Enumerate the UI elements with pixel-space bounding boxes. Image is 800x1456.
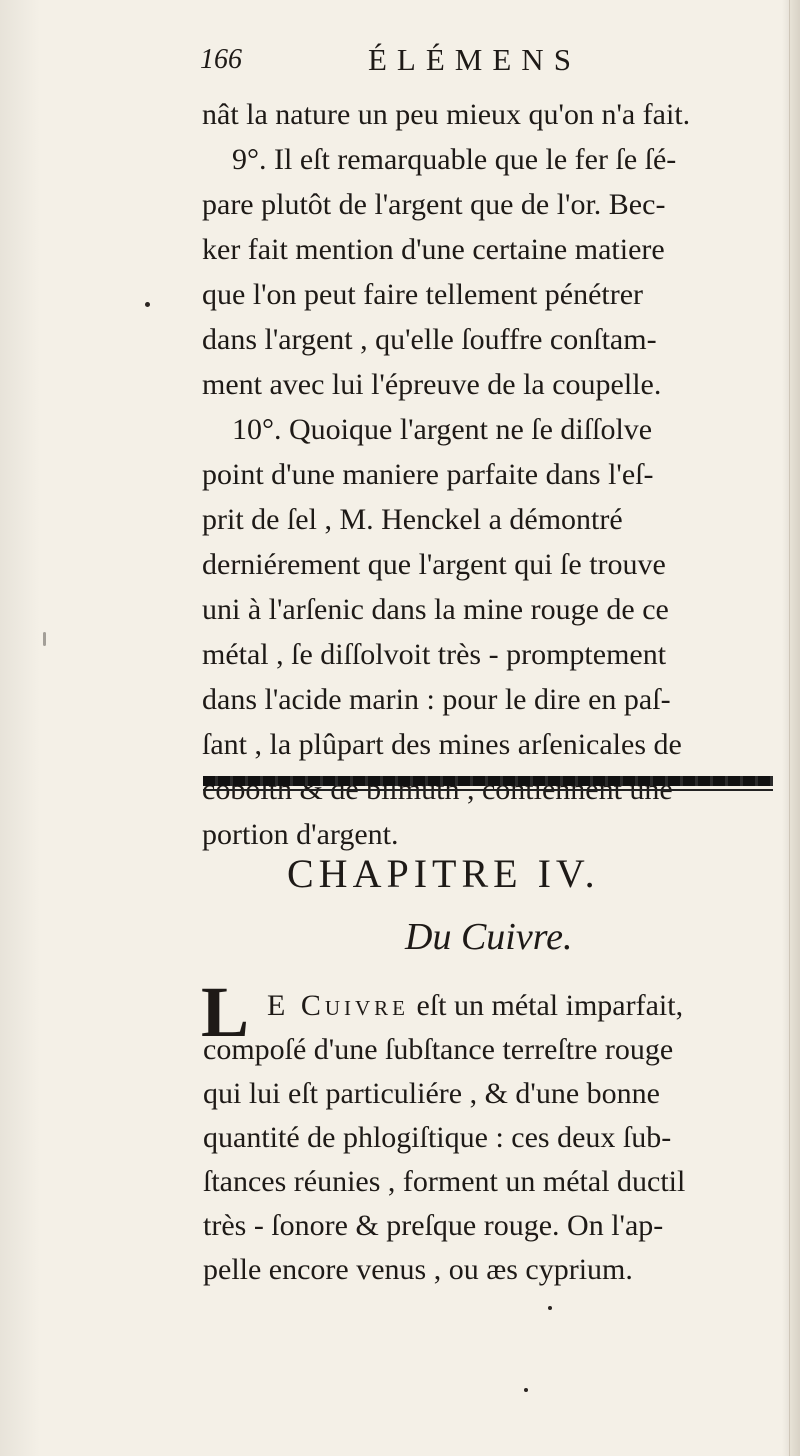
ink-speck xyxy=(548,1306,552,1310)
page-number: 166 xyxy=(200,44,242,75)
page-header xyxy=(200,42,660,86)
text-line: ment avec lui l'épreuve de la coupelle. xyxy=(202,368,662,401)
text-line: dans l'acide marin : pour le dire en paſ- xyxy=(202,683,671,716)
ink-speck xyxy=(524,1388,528,1392)
text-line: derniérement que l'argent qui ſe trouve xyxy=(202,548,666,581)
text-line: point d'une maniere parfaite dans l'eſ- xyxy=(202,458,654,491)
text-line: métal , ſe diſſolvoit très - promptement xyxy=(202,638,667,671)
drop-cap: L xyxy=(201,972,250,1052)
body-line: ſtances réunies , forment un métal ductil xyxy=(203,1165,686,1198)
body-line: quantité de phlogiſtique : ces deux ſub- xyxy=(203,1121,672,1154)
body-line: pelle encore venus , ou æs cyprium. xyxy=(203,1253,633,1286)
chapter-body xyxy=(201,972,773,1292)
preceding-text xyxy=(202,92,772,857)
text-line: 9°. Il eſt remarquable que le fer ſe ſé- xyxy=(232,143,677,176)
ink-speck xyxy=(145,302,150,307)
text-line: que l'on peut faire tellement pénétrer xyxy=(202,278,644,311)
text-line: prit de ſel , M. Henckel a démontré xyxy=(202,503,623,536)
chapter-title: CHAPITRE IV. xyxy=(287,851,600,896)
text-line: pare plutôt de l'argent que de l'or. Bec- xyxy=(202,188,666,221)
body-line: compoſé d'une ſubſtance terreſtre rouge xyxy=(203,1033,674,1066)
text-line: ker fait mention d'une certaine matiere xyxy=(202,233,665,266)
body-line: qui lui eſt particuliére , & d'une bonne xyxy=(203,1077,660,1110)
text-line: portion d'argent. xyxy=(202,818,399,851)
text-line: dans l'argent , qu'elle ſouffre conſtam- xyxy=(202,323,657,356)
text-line: 10°. Quoique l'argent ne ſe diſſolve xyxy=(232,413,653,446)
rule-thin xyxy=(203,789,773,791)
running-title: ÉLÉMENS xyxy=(368,42,581,77)
text-line: uni à l'arſenic dans la mine rouge de ce xyxy=(202,593,669,626)
rule-thick xyxy=(203,776,773,786)
text-line: ſant , la plûpart des mines arſenicales de xyxy=(202,728,682,761)
body-first-line xyxy=(203,984,773,1028)
margin-mark xyxy=(43,632,46,646)
chapter-subtitle: Du Cuivre. xyxy=(405,916,573,958)
ornamental-rule xyxy=(203,776,773,794)
smallcaps-opening: E Cuivre xyxy=(267,989,409,1022)
body-line: très - ſonore & preſque rouge. On l'ap- xyxy=(203,1209,664,1242)
first-line-rest: eſt un métal imparfait, xyxy=(409,989,684,1022)
text-line: nât la nature un peu mieux qu'on n'a fait. xyxy=(202,98,691,131)
page-edge xyxy=(789,0,800,1456)
